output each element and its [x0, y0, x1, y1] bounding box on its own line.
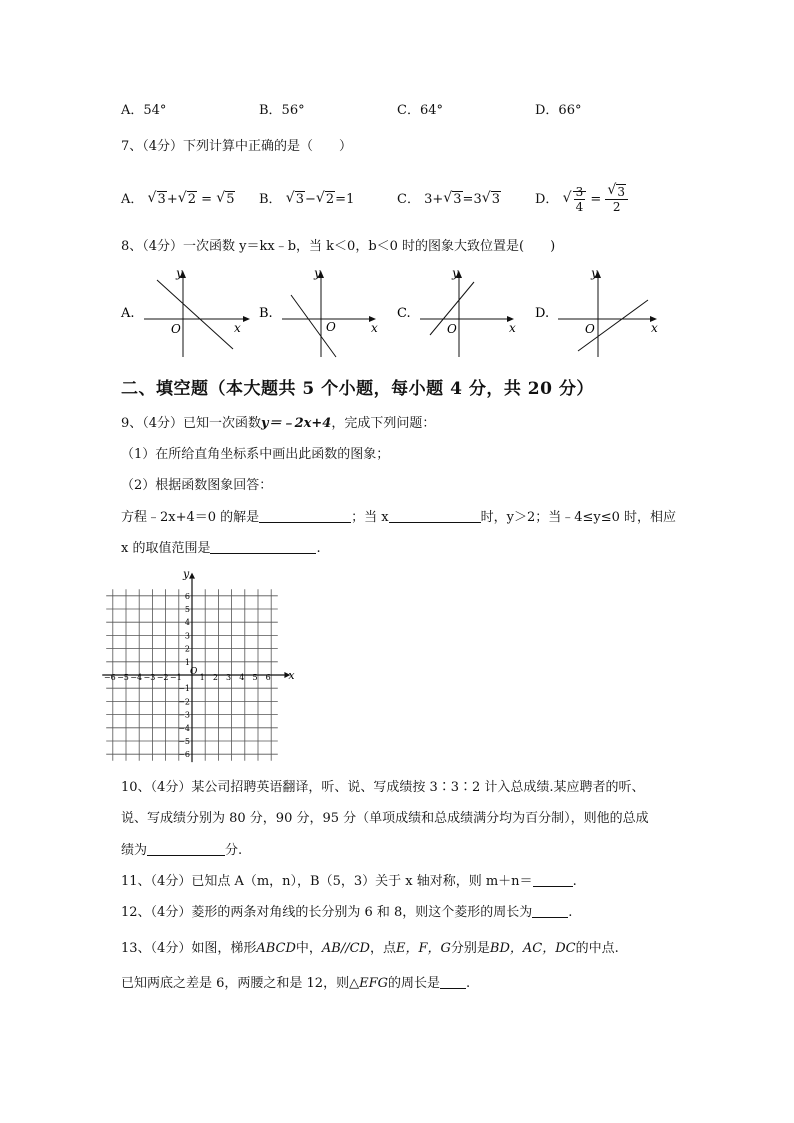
q11-blank[interactable] — [533, 872, 573, 887]
x-tick-label: −1 — [169, 673, 182, 682]
q9-blank-1[interactable] — [259, 508, 351, 523]
q13-line2: 已知两底之差是 6，两腰之和是 12，则△EFG的周长是 . — [121, 976, 471, 991]
q8-d-x: x — [651, 321, 658, 335]
y-tick-label: 4 — [184, 618, 190, 628]
y-axis-label: y — [183, 567, 190, 581]
y-tick-label: 3 — [184, 631, 190, 641]
q8-c-origin: O — [447, 322, 457, 336]
q8-c-x: x — [509, 321, 516, 335]
q11: 11、（4分）已知点 A（m，n），B（5，3）关于 x 轴对称，则 m＋n＝ . — [121, 874, 577, 889]
section-2-heading: 二、填空题（本大题共 5 个小题，每小题 4 分，共 20 分） — [121, 379, 594, 399]
q8-a-label: A. — [121, 306, 135, 321]
q8-option-a-graph — [121, 265, 256, 360]
q12-blank[interactable] — [532, 903, 568, 918]
q8-option-d-graph — [535, 265, 670, 360]
q6-option-b: B．56° — [259, 103, 305, 118]
q7-option-a: A． √ 3+√ 2 = √ 5 — [121, 190, 235, 210]
y-tick-label: 2 — [184, 644, 190, 654]
q8-b-y: y — [314, 266, 321, 280]
x-tick-label: −5 — [117, 673, 129, 682]
y-tick-label: −6 — [178, 750, 190, 760]
y-tick-label: −5 — [178, 737, 190, 746]
q10-line1: 10、（4分）某公司招聘英语翻译，听、说、写成绩按 3∶3∶2 计入总成绩.某应聘者的听、 — [121, 780, 645, 795]
y-axis-arrow — [189, 573, 195, 579]
q13-line1: 13、（4分）如图，梯形ABCD中，AB//CD，点E，F，G分别是BD，AC，DC的中点. — [121, 941, 619, 956]
q9-blank-2[interactable] — [389, 508, 481, 523]
q8-b-label: B. — [259, 306, 273, 321]
q8-option-b-graph — [259, 265, 394, 360]
q7-option-c: C． 3+√ 3=3√ 3 — [397, 190, 501, 210]
q10-blank[interactable] — [147, 841, 225, 856]
x-tick-label: 4 — [239, 673, 245, 682]
q6-option-d: D．66° — [535, 103, 582, 118]
q8-b-x: x — [371, 321, 378, 335]
y-tick-label: −4 — [178, 723, 190, 733]
y-tick-label: −1 — [178, 684, 190, 694]
y-tick-label: 5 — [184, 605, 190, 614]
q8-d-origin: O — [585, 322, 595, 336]
q12: 12、（4分）菱形的两条对角线的长分别为 6 和 8，则这个菱形的周长为 . — [121, 905, 573, 920]
x-tick-label: −6 — [103, 673, 116, 682]
origin-label: O — [190, 667, 198, 677]
q8-c-y: y — [452, 266, 459, 280]
x-axis-label: x — [288, 669, 295, 682]
q10-line3: 绩为 分. — [121, 843, 243, 858]
q8-a-y: y — [176, 266, 183, 280]
x-tick-label: −2 — [156, 673, 169, 682]
q9-line2: x 的取值范围是 . — [121, 541, 321, 556]
y-tick-label: 1 — [184, 657, 190, 667]
q8-a-origin: O — [171, 322, 181, 336]
q8-c-label: C. — [397, 306, 411, 321]
q9-part2: （2）根据函数图象回答： — [121, 478, 273, 493]
q9-coordinate-grid — [103, 567, 306, 764]
q9-blank-3[interactable] — [210, 539, 316, 554]
y-tick-label: 6 — [184, 591, 190, 601]
q6-option-c: C．64° — [397, 103, 443, 118]
q9-part1: （1）在所给直角坐标系中画出此函数的图象； — [121, 447, 390, 462]
x-tick-label: 6 — [265, 673, 271, 682]
y-tick-label: −3 — [178, 710, 190, 720]
q8-d-y: y — [591, 266, 598, 280]
q7-stem: 7、（4分）下列计算中正确的是（ ） — [121, 139, 353, 154]
x-tick-label: 1 — [199, 673, 205, 682]
q6-option-a: A．54° — [121, 103, 167, 118]
x-tick-label: −4 — [130, 673, 143, 682]
x-tick-label: 5 — [252, 673, 258, 682]
q9-line1: 方程﹣2x+4＝0 的解是 ；当 x 时，y＞2；当﹣4≤y≤0 时，相应 — [121, 510, 677, 525]
q8-stem: 8、（4分）一次函数 y＝kx﹣b，当 k＜0，b＜0 时的图象大致位置是( ) — [121, 239, 556, 254]
q8-a-x: x — [234, 321, 241, 335]
q13-blank[interactable] — [440, 974, 466, 989]
q8-d-label: D. — [535, 306, 550, 321]
y-tick-label: −2 — [178, 697, 190, 707]
x-tick-label: −3 — [143, 673, 156, 682]
x-tick-label: 3 — [226, 673, 232, 682]
q7-option-b: B． √ 3−√ 2=1 — [259, 190, 354, 210]
q9-stem: 9、（4分）已知一次函数y＝﹣2x+4，完成下列问题： — [121, 416, 436, 431]
q7-option-d: D． √ $\frac{3}{4}$ = √ $\frac{3}{2}$ — [535, 180, 628, 220]
q8-b-origin: O — [326, 320, 336, 334]
q8-option-c-graph — [397, 265, 532, 360]
x-tick-label: 2 — [212, 673, 218, 682]
q10-line2: 说、写成绩分别为 80 分，90 分，95 分（单项成绩和总成绩满分均为百分制），则他的总成 — [121, 811, 649, 826]
